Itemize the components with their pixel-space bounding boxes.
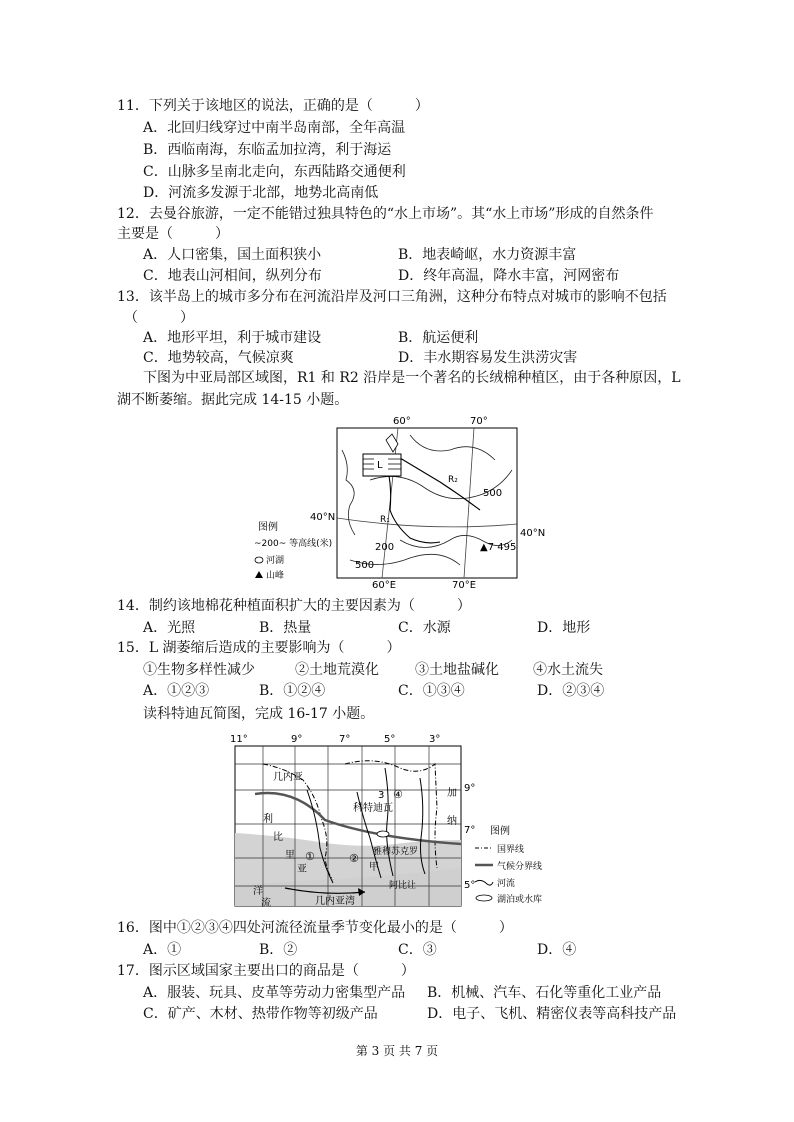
lat-7: 7° xyxy=(464,825,476,836)
q14-option-d: D．地形 xyxy=(537,620,591,636)
q17-option-b: B．机械、汽车、石化等重化工业产品 xyxy=(427,985,662,1001)
q13-stem-line2: （ ） xyxy=(124,310,194,326)
q14-stem: 14．制约该地棉花种植面积扩大的主要因素为（ ） xyxy=(117,598,471,614)
lon-7: 7° xyxy=(339,734,351,745)
lon-60-bottom: 60°E xyxy=(372,580,397,590)
lon-11: 11° xyxy=(230,734,248,745)
q16-option-b: B．② xyxy=(259,942,298,958)
label-liberia-2: 比 xyxy=(273,832,283,843)
river-r1-label: R₁ xyxy=(380,515,390,525)
map2-legend-river: 河流 xyxy=(497,879,516,889)
lat-40-right: 40°N xyxy=(520,528,546,539)
q17-option-d: D．电子、飞机、精密仪表等高科技产品 xyxy=(427,1006,677,1022)
q15-option-b: B．①②④ xyxy=(259,683,326,699)
q13-option-d: D．丰水期容易发生洪涝灾害 xyxy=(398,350,578,366)
map2-legend-climate: 气候分界线 xyxy=(497,862,543,872)
q12-stem-line1: 12．去曼谷旅游，一定不能错过独具特色的“水上市场”。其“水上市场”形成的自然条件 xyxy=(117,206,654,222)
q12-option-c: C．地表山河相间，纵列分布 xyxy=(143,268,322,284)
q16-option-a: A．① xyxy=(143,942,182,958)
q11-option-b: B．西临南海，东临孟加拉湾，利于海运 xyxy=(143,142,392,158)
q11-option-a: A．北回归线穿过中南半岛南部，全年高温 xyxy=(143,120,406,136)
label-liberia-4: 亚 xyxy=(297,864,307,875)
contour-500-lower: 500 xyxy=(355,560,375,571)
q11-option-c: C．山脉多呈南北走向，东西陆路交通便利 xyxy=(143,164,406,180)
q13-option-c: C．地势较高，气候凉爽 xyxy=(143,350,294,366)
lon-70-top: 70° xyxy=(470,416,488,427)
map2-legend-lake: 湖泊或水库 xyxy=(497,895,543,905)
contour-500-upper: 500 xyxy=(483,488,503,499)
q11-option-d: D．河流多发源于北部，地势北高南低 xyxy=(143,185,379,201)
label-liberia-1: 利 xyxy=(263,814,273,825)
label-yamoussoukro: 雅穆苏克罗 xyxy=(373,847,419,857)
q15-statement-2: ②土地荒漠化 xyxy=(295,662,379,678)
q13-option-b: B．航运便利 xyxy=(398,330,479,346)
lon-3: 3° xyxy=(429,734,441,745)
lat-40-left: 40°N xyxy=(310,512,336,523)
q12-option-d: D．终年高温，降水丰富，河网密布 xyxy=(398,268,620,284)
q16-option-c: C．③ xyxy=(398,942,437,958)
q12-stem-line2: 主要是（ ） xyxy=(117,226,229,242)
lat-9: 9° xyxy=(464,783,476,794)
label-ghana-2: 纳 xyxy=(447,816,457,827)
intro-16-17: 读科特迪瓦简图，完成 16-17 小题。 xyxy=(143,706,375,722)
q17-stem: 17．图示区域国家主要出口的商品是（ ） xyxy=(117,963,415,979)
label-ghana-1: 加 xyxy=(447,788,457,799)
river-mark-2: ② xyxy=(349,852,359,865)
map1-legend-lake: 河湖 xyxy=(266,556,285,566)
q12-option-a: A．人口密集，国土面积狭小 xyxy=(143,247,322,263)
river-r2-label: R₂ xyxy=(448,475,458,485)
legend-lake-icon xyxy=(255,557,263,563)
q15-stem: 15．L 湖萎缩后造成的主要影响为（ ） xyxy=(117,640,401,656)
intro-14-15-line1: 下图为中亚局部区域图，R1 和 R2 沿岸是一个著名的长绒棉种植区，由于各种原因，L xyxy=(143,370,681,386)
map1-legend-title: 图例 xyxy=(258,522,278,533)
label-gulf-of-guinea: 几内亚湾 xyxy=(315,896,355,907)
lon-9: 9° xyxy=(291,734,303,745)
label-current-1: 洋 xyxy=(253,886,263,897)
river-mark-3: 3 xyxy=(378,790,385,801)
label-current-2: 流 xyxy=(261,898,271,909)
contour-200: 200 xyxy=(375,542,395,553)
q14-option-c: C．水源 xyxy=(398,620,451,636)
q12-option-b: B．地表崎岖，水力资源丰富 xyxy=(398,247,577,263)
q16-option-d: D．④ xyxy=(537,942,577,958)
q11-stem: 11．下列关于该地区的说法，正确的是（ ） xyxy=(117,98,429,114)
q14-option-a: A．光照 xyxy=(143,620,196,636)
q15-option-a: A．①②③ xyxy=(143,683,210,699)
q13-stem-line1: 13．该半岛上的城市多分布在河流沿岸及河口三角洲，这种分布特点对城市的影响不包括 xyxy=(117,289,667,305)
q15-option-d: D．②③④ xyxy=(537,683,605,699)
peak-label: ▲7 495 xyxy=(480,542,517,553)
central-asia-map xyxy=(250,410,550,590)
label-guinea: 几内亚 xyxy=(273,772,303,783)
intro-14-15-line2: 湖不断萎缩。据此完成 14-15 小题。 xyxy=(117,392,349,408)
q15-statement-1: ①生物多样性减少 xyxy=(143,662,255,678)
q15-option-c: C．①③④ xyxy=(398,683,465,699)
q17-option-c: C．矿产、木材、热带作物等初级产品 xyxy=(143,1006,378,1022)
label-jia: 甲 xyxy=(369,862,379,873)
label-cote-divoire: 科特迪瓦 xyxy=(353,803,393,814)
river-mark-4: ④ xyxy=(393,788,403,801)
label-abidjan: 阿比让 xyxy=(389,881,417,891)
lon-5: 5° xyxy=(384,734,396,745)
legend-peak-icon xyxy=(255,571,263,578)
cote-divoire-map xyxy=(225,728,585,914)
q16-stem: 16．图中①②③④四处河流径流量季节变化最小的是（ ） xyxy=(117,920,513,936)
q14-option-b: B．热量 xyxy=(259,620,312,636)
q15-statement-3: ③土地盐碱化 xyxy=(415,662,499,678)
label-liberia-3: 里 xyxy=(285,850,295,861)
page-footer: 第 3 页 共 7 页 xyxy=(355,1044,439,1058)
map2-legend-border: 国界线 xyxy=(497,845,525,855)
legend-river-icon xyxy=(475,880,493,885)
q13-option-a: A．地形平坦，利于城市建设 xyxy=(143,330,322,346)
q17-option-a: A．服装、玩具、皮革等劳动力密集型产品 xyxy=(143,985,406,1001)
lon-60-top: 60° xyxy=(393,416,411,427)
lon-70-bottom: 70°E xyxy=(452,580,477,590)
lake-label: L xyxy=(377,460,383,471)
map2-legend-title: 图例 xyxy=(490,826,510,837)
map1-legend-peak: 山峰 xyxy=(266,571,285,581)
lat-5: 5° xyxy=(464,880,476,891)
legend-lake-reservoir-icon xyxy=(476,895,492,901)
river-mark-1: ① xyxy=(305,850,315,863)
map1-legend-contour: ~200~ 等高线(米) xyxy=(254,539,333,549)
q15-statement-4: ④水土流失 xyxy=(533,662,603,678)
lake-l xyxy=(363,434,401,476)
